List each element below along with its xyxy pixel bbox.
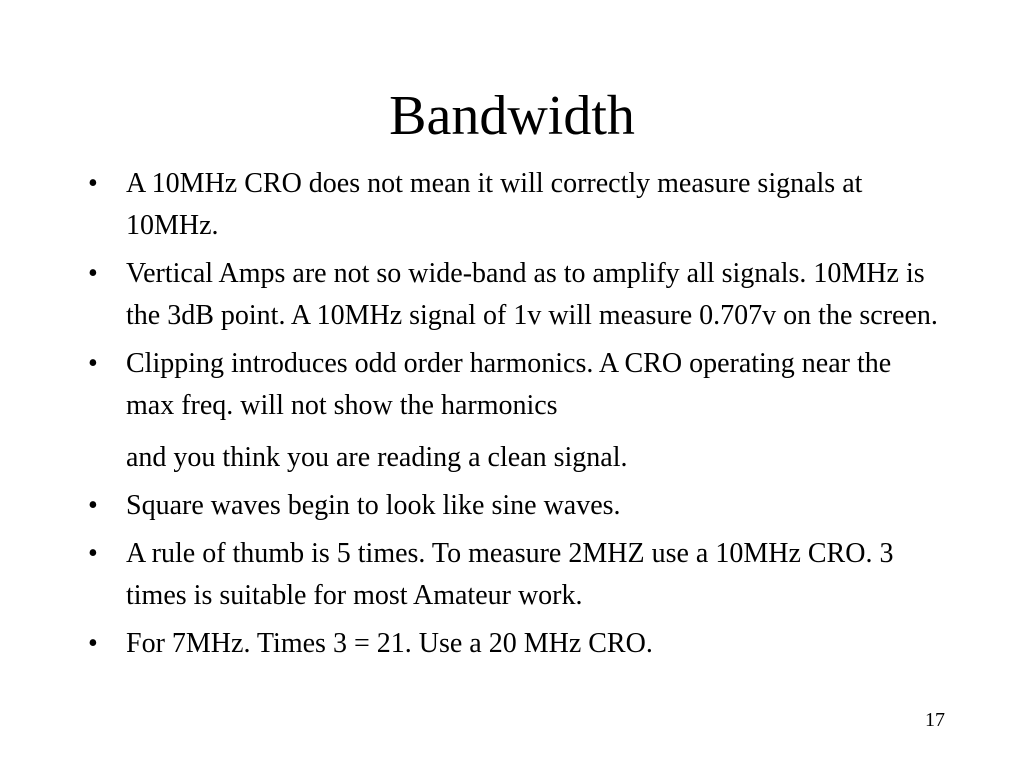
bullet-marker: • [88,490,98,521]
bullet-item [88,623,938,665]
bullet-item [88,343,938,479]
bullet-item [88,253,938,337]
bullet-text: A 10MHz CRO does not mean it will correctly measure signals at 10MHz. [126,168,863,241]
bullet-text: Vertical Amps are not so wide-band as to amplify all signals. 10MHz is the 3dB point. A 10MHz signal of 1v will measure 0.707v on the screen. [126,258,938,331]
bullet-item [88,533,938,617]
bullet-text: Square waves begin to look like sine waves. [126,490,621,521]
slide-title: Bandwidth [389,85,635,147]
bullet-text: For 7MHz. Times 3 = 21. Use a 20 MHz CRO. [126,628,653,659]
bullet-marker: • [88,348,98,379]
bullet-marker: • [88,538,98,569]
bullet-marker: • [88,258,98,289]
bullet-item [88,485,938,527]
bullet-text: Clipping introduces odd order harmonics. A CRO operating near the max freq. will not show the harmonics [126,348,892,421]
page-number: 17 [925,709,945,731]
bullet-continuation-text: and you think you are reading a clean signal. [126,442,628,473]
bullet-text: A rule of thumb is 5 times. To measure 2MHZ use a 10MHz CRO. 3 times is suitable for most Amateur work. [126,538,894,611]
bullet-marker: • [88,628,98,659]
bullet-item [88,163,938,247]
bullet-list [88,163,938,671]
bullet-marker: • [88,168,98,199]
